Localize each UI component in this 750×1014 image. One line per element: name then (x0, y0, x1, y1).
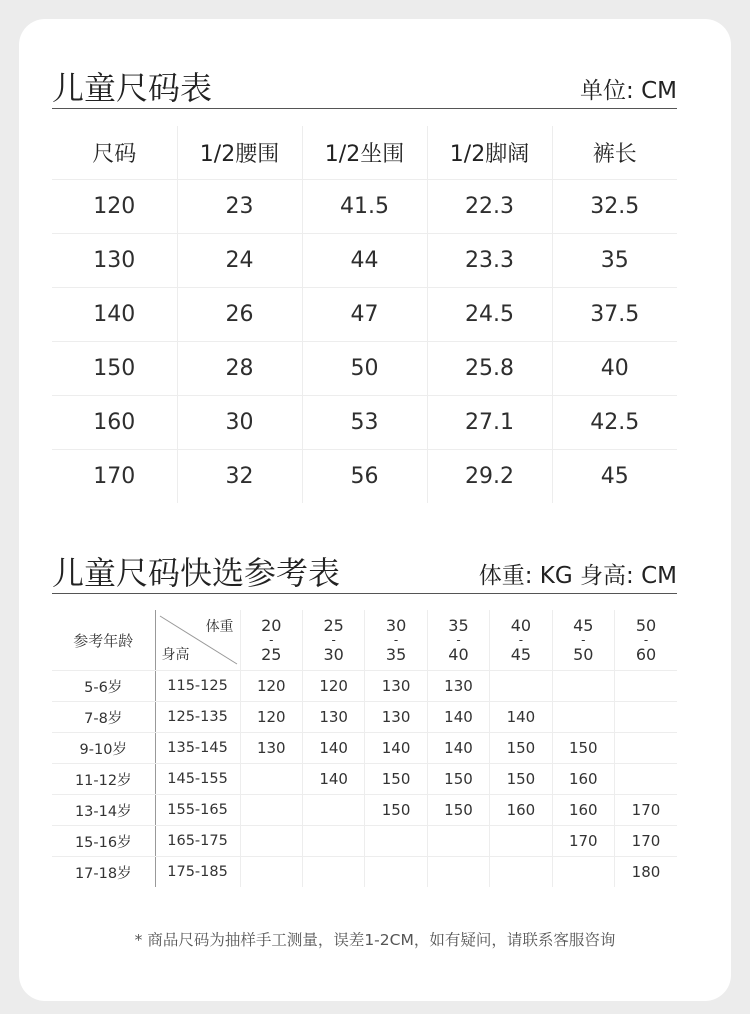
size-cell: 30 (177, 396, 302, 450)
recommended-size-cell (615, 764, 678, 795)
size-cell: 44 (302, 234, 427, 288)
recommended-size-cell (490, 857, 552, 888)
age-cell: 7-8岁 (52, 702, 155, 733)
quick-row (52, 795, 677, 826)
size-cell: 50 (302, 342, 427, 396)
weight-range-to: 45 (510, 645, 532, 664)
recommended-size-cell: 160 (490, 795, 552, 826)
recommended-size-cell: 140 (302, 733, 364, 764)
size-cell: 35 (552, 234, 677, 288)
recommended-size-cell: 170 (615, 826, 678, 857)
quick-row (52, 826, 677, 857)
quick-table-unit: 体重: KG 身高: CM (478, 563, 677, 589)
weight-range-from: 50 (635, 616, 657, 635)
size-cell: 37.5 (552, 288, 677, 342)
age-cell: 9-10岁 (52, 733, 155, 764)
size-cell: 25.8 (427, 342, 552, 396)
recommended-size-cell: 130 (365, 671, 427, 702)
recommended-size-cell (490, 671, 552, 702)
size-table-title: 儿童尺码表 (52, 69, 213, 107)
weight-range-to: 35 (385, 645, 407, 664)
weight-range-to: 30 (323, 645, 344, 664)
weight-range-dash: - (456, 633, 461, 647)
size-cell: 56 (302, 450, 427, 504)
weight-range-from: 25 (323, 616, 344, 635)
size-cell: 26 (177, 288, 302, 342)
recommended-size-cell (365, 857, 427, 888)
size-cell: 45 (600, 464, 629, 489)
quick-row (52, 857, 677, 888)
recommended-size-cell: 130 (302, 702, 364, 733)
age-header: 参考年龄 (52, 610, 155, 671)
weight-height-diagonal-header (155, 610, 240, 671)
size-cell: 28 (177, 342, 302, 396)
size-cell: 32 (177, 450, 302, 504)
weight-range-header (240, 610, 302, 671)
recommended-size-cell: 150 (365, 764, 427, 795)
age-cell: 17-18岁 (52, 857, 155, 888)
size-row (52, 234, 677, 288)
age-cell: 15-16岁 (52, 826, 155, 857)
size-cell: 27.1 (427, 396, 552, 450)
recommended-size-cell (240, 764, 302, 795)
recommended-size-cell (240, 826, 302, 857)
size-table-header-row (52, 126, 677, 180)
weight-range-header (365, 610, 427, 671)
size-cell: 41.5 (302, 180, 427, 234)
size-row (52, 342, 677, 396)
header-size: 尺码 (52, 126, 177, 180)
recommended-size-cell (302, 795, 364, 826)
weight-range-from: 45 (573, 616, 594, 635)
recommended-size-cell (615, 671, 678, 702)
age-cell: 13-14岁 (52, 795, 155, 826)
size-cell: 24 (177, 234, 302, 288)
recommended-size-cell (427, 826, 489, 857)
recommended-size-cell (302, 826, 364, 857)
size-cell: 22.3 (427, 180, 552, 234)
recommended-size-cell: 150 (427, 764, 489, 795)
recommended-size-cell: 150 (552, 733, 614, 764)
header-half-waist: 1/2腰围 (177, 126, 302, 180)
recommended-size-cell: 180 (631, 863, 661, 881)
size-cell: 120 (52, 180, 177, 234)
size-table-header (52, 58, 677, 109)
recommended-size-cell: 150 (427, 795, 489, 826)
size-row (52, 288, 677, 342)
quick-row (52, 733, 677, 764)
recommended-size-cell (365, 826, 427, 857)
weight-range-header (615, 610, 678, 671)
quick-row (52, 764, 677, 795)
height-cell: 165-175 (155, 826, 240, 857)
recommended-size-cell: 130 (240, 733, 302, 764)
recommended-size-cell (240, 795, 302, 826)
recommended-size-cell: 170 (552, 826, 614, 857)
weight-range-header (552, 610, 614, 671)
recommended-size-cell: 120 (240, 702, 302, 733)
footnote: * 商品尺码为抽样手工测量，误差1-2CM，如有疑问，请联系客服咨询 (134, 931, 616, 949)
weight-range-to: 40 (448, 645, 469, 664)
size-cell: 23 (177, 180, 302, 234)
recommended-size-cell (490, 826, 552, 857)
weight-range-dash: - (393, 633, 399, 647)
recommended-size-cell (552, 857, 614, 888)
size-row (52, 180, 677, 234)
weight-range-from: 35 (448, 616, 469, 635)
height-cell: 175-185 (155, 857, 240, 888)
size-cell: 32.5 (552, 180, 677, 234)
size-cell: 23.3 (427, 234, 552, 288)
weight-range-header (490, 610, 552, 671)
weight-range-from: 20 (261, 616, 282, 635)
height-cell: 125-135 (155, 702, 240, 733)
header-pants-length: 裤长 (552, 126, 677, 180)
height-cell: 135-145 (155, 733, 240, 764)
size-cell: 42.5 (552, 396, 677, 450)
weight-range-header (302, 610, 364, 671)
weight-range-dash: - (518, 633, 524, 647)
height-cell: 115-125 (155, 671, 240, 702)
quick-table-header-row (52, 610, 677, 671)
size-cell: 47 (302, 288, 427, 342)
weight-range-to: 60 (635, 645, 657, 664)
recommended-size-cell (615, 733, 678, 764)
recommended-size-cell: 120 (302, 671, 364, 702)
recommended-size-cell: 140 (365, 733, 427, 764)
recommended-size-cell (615, 702, 678, 733)
height-label: 身高 (161, 647, 190, 663)
height-cell: 145-155 (155, 764, 240, 795)
size-cell: 40 (552, 342, 677, 396)
age-cell: 5-6岁 (52, 671, 155, 702)
weight-range-from: 40 (510, 616, 532, 635)
header-half-leg-opening: 1/2脚阔 (427, 126, 552, 180)
recommended-size-cell (427, 857, 489, 888)
weight-range-dash: - (643, 633, 649, 647)
recommended-size-cell: 160 (552, 764, 614, 795)
weight-range-dash: - (581, 633, 586, 647)
recommended-size-cell (552, 702, 614, 733)
size-table (52, 126, 677, 503)
weight-range-from: 30 (385, 616, 407, 635)
quick-select-table (52, 610, 677, 887)
size-cell: 150 (52, 342, 177, 396)
recommended-size-cell: 140 (302, 764, 364, 795)
size-cell: 160 (52, 396, 177, 450)
size-row (52, 396, 677, 450)
recommended-size-cell (240, 857, 302, 888)
recommended-size-cell: 150 (365, 795, 427, 826)
recommended-size-cell: 140 (490, 702, 552, 733)
size-cell: 140 (52, 288, 177, 342)
height-cell: 155-165 (155, 795, 240, 826)
recommended-size-cell: 120 (240, 671, 302, 702)
weight-range-to: 25 (261, 645, 282, 664)
size-cell: 24.5 (427, 288, 552, 342)
size-row (52, 450, 677, 504)
quick-row (52, 702, 677, 733)
recommended-size-cell (552, 671, 614, 702)
recommended-size-cell: 140 (427, 733, 489, 764)
recommended-size-cell: 150 (490, 764, 552, 795)
size-table-unit: 单位: CM (580, 78, 677, 104)
size-cell: 53 (302, 396, 427, 450)
age-cell: 11-12岁 (52, 764, 155, 795)
size-cell: 170 (52, 450, 177, 504)
weight-range-to: 50 (573, 645, 594, 664)
weight-label: 体重 (205, 619, 234, 635)
quick-table-title: 儿童尺码快选参考表 (52, 554, 341, 592)
recommended-size-cell: 130 (365, 702, 427, 733)
recommended-size-cell: 170 (615, 795, 678, 826)
weight-range-dash: - (331, 633, 336, 647)
recommended-size-cell: 150 (490, 733, 552, 764)
quick-row (52, 671, 677, 702)
weight-range-dash: - (269, 633, 274, 647)
recommended-size-cell: 130 (427, 671, 489, 702)
weight-range-header (427, 610, 489, 671)
size-cell: 130 (52, 234, 177, 288)
recommended-size-cell: 160 (552, 795, 614, 826)
recommended-size-cell (302, 857, 364, 888)
header-half-hip: 1/2坐围 (302, 126, 427, 180)
recommended-size-cell: 140 (427, 702, 489, 733)
size-cell: 29.2 (427, 450, 552, 504)
quick-table-header (52, 543, 677, 594)
